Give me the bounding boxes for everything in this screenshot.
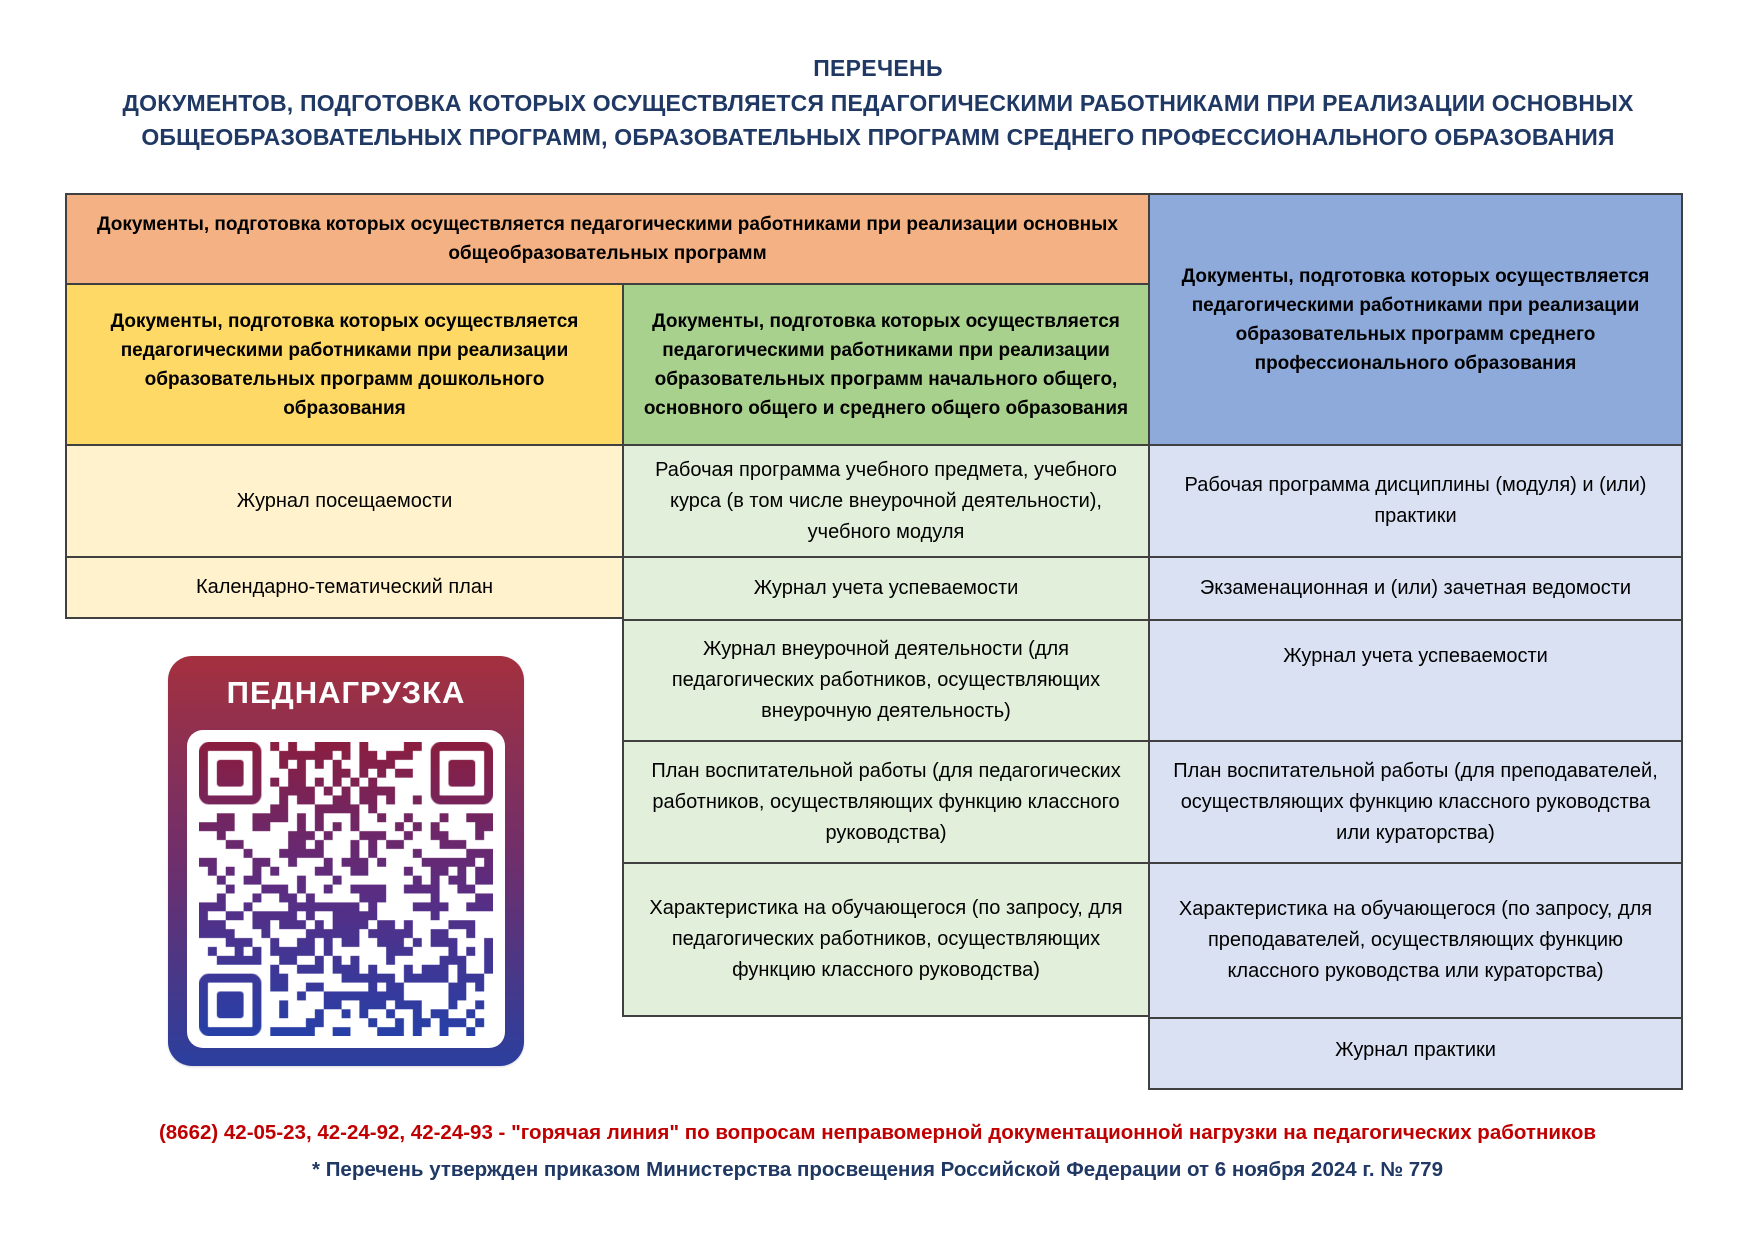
qr-code-frame — [187, 730, 505, 1048]
qr-code-icon — [199, 742, 493, 1036]
table-cell-preschool-item: Календарно-тематический план — [65, 556, 622, 619]
table-cell-school-item: План воспитательной работы (для педагогических работников, осуществляющих функцию классного руководства) — [622, 740, 1148, 862]
group-header-general-education: Документы, подготовка которых осуществляется педагогическими работниками при реализации основных общеобразовательных программ — [65, 193, 1148, 283]
table-cell-preschool-item: Журнал посещаемости — [65, 444, 622, 556]
table-cell-spo-item: Рабочая программа дисциплины (модуля) и (или) практики — [1148, 444, 1683, 556]
qr-card-title: ПЕДНАГРУЗКА — [226, 675, 466, 710]
column-header-spo: Документы, подготовка которых осуществляется педагогическими работниками при реализации образовательных программ среднего профессионального образования — [1148, 193, 1683, 444]
table-cell-school-item: Характеристика на обучающегося (по запросу, для педагогических работников, осуществляющих функцию классного руководства) — [622, 862, 1148, 1017]
table-cell-spo-item: Журнал практики — [1148, 1017, 1683, 1090]
table-cell-school-item: Журнал внеурочной деятельности (для педагогических работников, осуществляющих внеурочную деятельность) — [622, 619, 1148, 740]
page-title-text: ДОКУМЕНТОВ, ПОДГОТОВКА КОТОРЫХ ОСУЩЕСТВЛЯЕТСЯ ПЕДАГОГИЧЕСКИМИ РАБОТНИКАМИ ПРИ РЕАЛИЗАЦИИ ОСНОВНЫХ ОБЩЕОБРАЗОВАТЕЛЬНЫХ ПРОГРАММ, ОБРАЗОВАТЕЛЬНЫХ ПРОГРАММ СРЕДНЕГО ПРОФЕССИОНАЛЬНОГО ОБРАЗОВАНИЯ — [122, 90, 1634, 150]
approval-note: * Перечень утвержден приказом Министерства просвещения Российской Федерации от 6 ноября 2024 г. № 779 — [312, 1158, 1443, 1181]
page-title-word: ПЕРЕЧЕНЬ — [813, 55, 943, 81]
column-header-school: Документы, подготовка которых осуществляется педагогическими работниками при реализации образовательных программ начального общего, основного общего и среднего общего образования — [622, 283, 1148, 444]
pednagruzka-qr-card — [168, 656, 524, 1066]
page-title — [88, 52, 1668, 154]
table-cell-spo-item: Журнал учета успеваемости — [1148, 619, 1683, 740]
table-cell-spo-item: План воспитательной работы (для преподавателей, осуществляющих функцию классного руководства или кураторства) — [1148, 740, 1683, 862]
table-cell-school-item: Рабочая программа учебного предмета, учебного курса (в том числе внеурочной деятельности), учебного модуля — [622, 444, 1148, 556]
table-cell-spo-item: Характеристика на обучающегося (по запросу, для преподавателей, осуществляющих функцию классного руководства или кураторства) — [1148, 862, 1683, 1017]
hotline-text: (8662) 42-05-23, 42-24-92, 42-24-93 - "горячая линия" по вопросам неправомерной документационной нагрузки на педагогических работников — [158, 1121, 1597, 1144]
table-cell-school-item: Журнал учета успеваемости — [622, 556, 1148, 619]
table-cell-spo-item: Экзаменационная и (или) зачетная ведомости — [1148, 556, 1683, 619]
column-header-preschool: Документы, подготовка которых осуществляется педагогическими работниками при реализации образовательных программ дошкольного образования — [65, 283, 622, 444]
footer — [60, 1118, 1695, 1185]
